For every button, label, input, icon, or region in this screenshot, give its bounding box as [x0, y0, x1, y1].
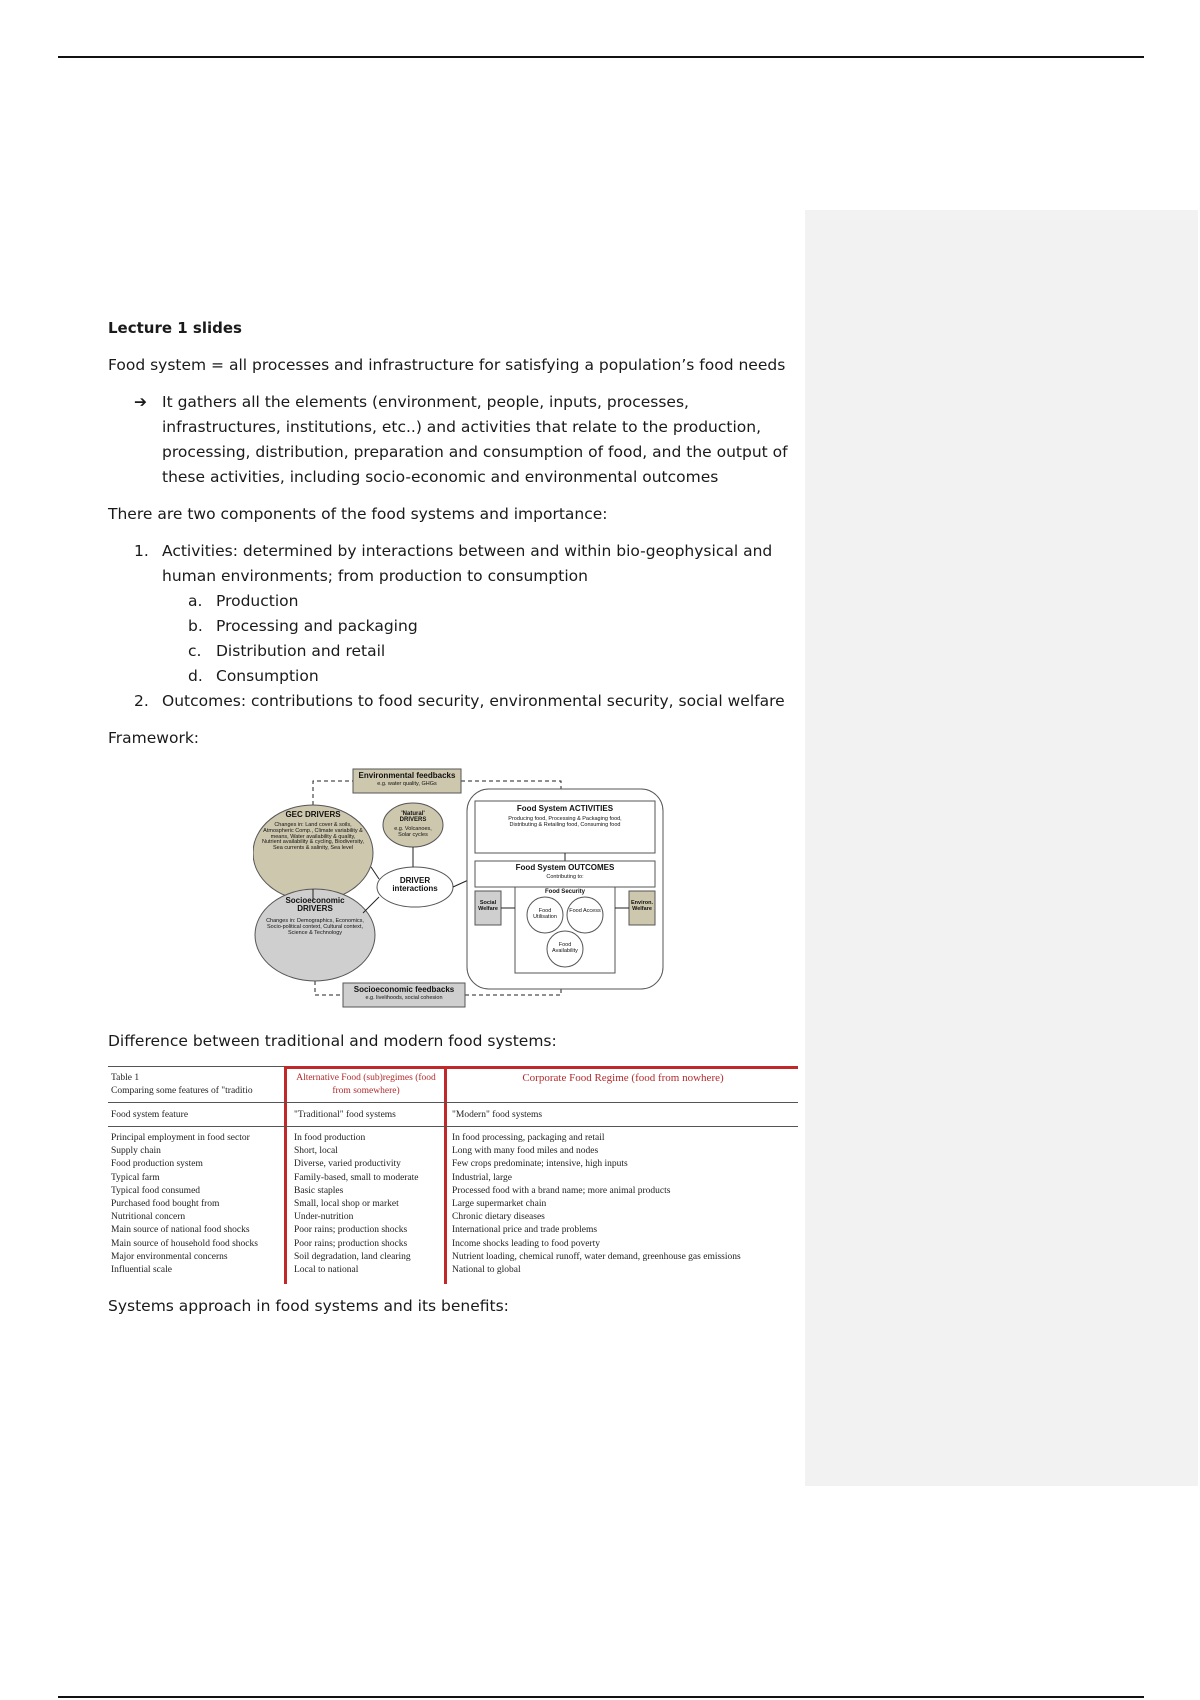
- sublist-item: [188, 614, 798, 639]
- document-body: [108, 316, 798, 1331]
- definition-paragraph: Food system = all processes and infrastructure for satisfying a population’s food needs: [108, 356, 786, 374]
- table-traditional-cell: In food production: [294, 1133, 366, 1143]
- column-header: Food system feature: [111, 1110, 189, 1120]
- table-modern-cell: Industrial, large: [452, 1172, 512, 1183]
- sublist-item-text: Production: [216, 592, 299, 610]
- table-modern-cell: International price and trade problems: [452, 1225, 598, 1236]
- sublist-marker: b.: [188, 617, 203, 635]
- table-modern-cell: Nutrient loading, chemical runoff, water demand, greenhouse gas emissions: [452, 1251, 741, 1262]
- list-item-text: Outcomes: contributions to food security, environmental security, social welfare: [162, 692, 785, 710]
- corp-regime-header: Corporate Food Regime (food from nowhere): [522, 1072, 724, 1084]
- socio-feedback-title: Socioeconomic feedbacks: [353, 985, 455, 994]
- food-security-label: Food Security: [544, 889, 585, 895]
- table-red-column-rule: [444, 1066, 447, 1284]
- socio-drivers-sub: Changes in: Demographics, Economics, Socio-political context, Cultural context, Science & Technology: [266, 918, 364, 936]
- list-marker: 1.: [134, 542, 149, 560]
- env-feedback-sub: e.g. water quality, GHGs: [377, 781, 437, 787]
- table-modern-cell: Long with many food miles and nodes: [452, 1146, 599, 1157]
- connector-line: [371, 867, 379, 879]
- table-feature-cell: Purchased food bought from: [111, 1199, 220, 1210]
- table-traditional-cell: Family-based, small to moderate: [294, 1172, 419, 1183]
- table-modern-cell: National to global: [452, 1265, 521, 1276]
- section-heading: Lecture 1 slides: [108, 319, 242, 337]
- alt-regime-header: Alternative Food (sub)regimes (food from somewhere): [296, 1073, 436, 1097]
- socio-feedback-sub: e.g. livelihoods, social cohesion: [365, 995, 443, 1001]
- table-traditional-cell: Diverse, varied productivity: [294, 1159, 401, 1170]
- table-traditional-cell: Local to national: [294, 1265, 359, 1276]
- gec-drivers-ellipse: [253, 805, 373, 901]
- table-feature-cell: Nutritional concern: [111, 1212, 186, 1223]
- natural-drivers-sub: e.g. Volcanoes, Solar cycles: [394, 826, 432, 838]
- table-modern-cell: Few crops predominate; intensive, high inputs: [452, 1159, 628, 1170]
- connector-line: [363, 897, 379, 913]
- table-feature-cell: Major environmental concerns: [111, 1251, 228, 1262]
- components-list: [134, 539, 798, 714]
- footer-rule: [58, 1696, 1144, 1698]
- arrow-bullet: [134, 390, 798, 490]
- table-feature-cell: Principal employment in food sector: [111, 1133, 250, 1143]
- list-item-text: Activities: determined by interactions between and within bio-geophysical and human environments; from production to consumption: [162, 542, 773, 585]
- sublist-item: [188, 589, 798, 614]
- food-availability-label: Food Availability: [552, 942, 578, 954]
- modern-column: [452, 1132, 798, 1277]
- table-red-top-rule: [286, 1066, 798, 1069]
- table-traditional-cell: Poor rains; production shocks: [294, 1238, 408, 1249]
- arrow-right-icon: ➔: [134, 393, 147, 411]
- table-feature-cell: Typical farm: [111, 1172, 160, 1183]
- systems-approach-label: Systems approach in food systems and its benefits:: [108, 1297, 509, 1315]
- natural-drivers-ellipse: [383, 803, 443, 847]
- comment-margin-panel: [805, 210, 1198, 1486]
- table-traditional-cell: Soil degradation, land clearing: [294, 1251, 411, 1262]
- table-feature-cell: Influential scale: [111, 1265, 172, 1276]
- table-traditional-cell: Poor rains; production shocks: [294, 1225, 408, 1236]
- column-header: "Traditional" food systems: [294, 1110, 396, 1120]
- env-welfare-label: Environ. Welfare: [630, 900, 653, 912]
- social-welfare-label: Social Welfare: [478, 900, 498, 912]
- table-caption: Table 1: [111, 1073, 140, 1083]
- table-red-column-rule: [284, 1066, 287, 1284]
- table-feature-cell: Food production system: [111, 1159, 203, 1170]
- table-feature-cell: Typical food consumed: [111, 1185, 201, 1196]
- food-access-circle: [567, 897, 603, 933]
- table-feature-cell: Supply chain: [111, 1146, 161, 1157]
- sublist-marker: c.: [188, 642, 202, 660]
- sublist-item: [188, 664, 798, 689]
- sublist-item-text: Distribution and retail: [216, 642, 386, 660]
- column-header: "Modern" food systems: [452, 1110, 543, 1120]
- env-feedback-loop-left: [313, 781, 353, 805]
- features-column: [111, 1132, 283, 1277]
- table-caption: Comparing some features of "traditio: [111, 1086, 253, 1096]
- sublist-marker: a.: [188, 592, 203, 610]
- framework-label: Framework:: [108, 729, 200, 747]
- table-modern-cell: Chronic dietary diseases: [452, 1212, 545, 1223]
- table-feature-cell: Main source of national food shocks: [111, 1225, 250, 1236]
- difference-label: Difference between traditional and modern food systems:: [108, 1032, 557, 1050]
- socio-feedback-loop-left: [315, 981, 343, 995]
- table-modern-cell: Income shocks leading to food poverty: [452, 1238, 601, 1249]
- table-traditional-cell: Under-nutrition: [294, 1212, 354, 1223]
- gec-drivers-title: GEC DRIVERS: [285, 810, 341, 819]
- comparison-table: [108, 1066, 798, 1284]
- driver-interactions-title: DRIVER interactions: [392, 876, 438, 894]
- framework-diagram: [253, 763, 673, 1013]
- arrow-bullet-text: It gathers all the elements (environment, people, inputs, processes, infrastructures, institutions, etc..) and activities that relate to the production, processing, distribution, preparation and consumption of food, and the output of these activities, including socio-economic and environmental outcomes: [162, 393, 788, 486]
- outcomes-sub: Contributing to:: [546, 874, 584, 880]
- list-item: [134, 539, 798, 589]
- header-rule: [58, 56, 1144, 58]
- table-modern-cell: In food processing, packaging and retail: [452, 1133, 605, 1143]
- socio-drivers-title: Socioeconomic DRIVERS: [285, 896, 345, 914]
- table-traditional-cell: Short, local: [294, 1146, 338, 1157]
- list-item: [134, 689, 798, 714]
- table-rule: [108, 1102, 798, 1103]
- sublist-item-text: Consumption: [216, 667, 319, 685]
- outcomes-title: Food System OUTCOMES: [515, 863, 615, 872]
- table-modern-cell: Large supermarket chain: [452, 1199, 547, 1210]
- traditional-column: [294, 1132, 442, 1277]
- framework-diagram-shapes: [253, 763, 673, 1013]
- table-traditional-cell: Basic staples: [294, 1185, 344, 1196]
- env-feedback-title: Environmental feedbacks: [358, 771, 456, 780]
- sublist-marker: d.: [188, 667, 203, 685]
- sublist-item: [188, 639, 798, 664]
- table-rule: [108, 1126, 798, 1127]
- food-utilisation-label: Food Utilisation: [533, 908, 557, 920]
- activities-sublist: [188, 589, 798, 689]
- table-feature-cell: Main source of household food shocks: [111, 1238, 258, 1249]
- natural-drivers-title: 'Natural' DRIVERS: [399, 811, 427, 824]
- activities-title: Food System ACTIVITIES: [516, 804, 614, 813]
- components-intro: There are two components of the food systems and importance:: [108, 505, 608, 523]
- table-traditional-cell: Small, local shop or market: [294, 1199, 399, 1210]
- sublist-item-text: Processing and packaging: [216, 617, 418, 635]
- food-access-label: Food Access: [569, 908, 601, 914]
- table-modern-cell: Processed food with a brand name; more animal products: [452, 1185, 671, 1196]
- activities-sub: Producing food, Processing & Packaging food, Distributing & Retailing food, Consuming food: [508, 816, 622, 828]
- list-marker: 2.: [134, 692, 149, 710]
- gec-drivers-sub: Changes in: Land cover & soils, Atmospheric Comp., Climate variability & means, Water availability & quality, Nutrient availability & cycling, Biodiversity, Sea currents & salinity, Sea level: [262, 822, 364, 852]
